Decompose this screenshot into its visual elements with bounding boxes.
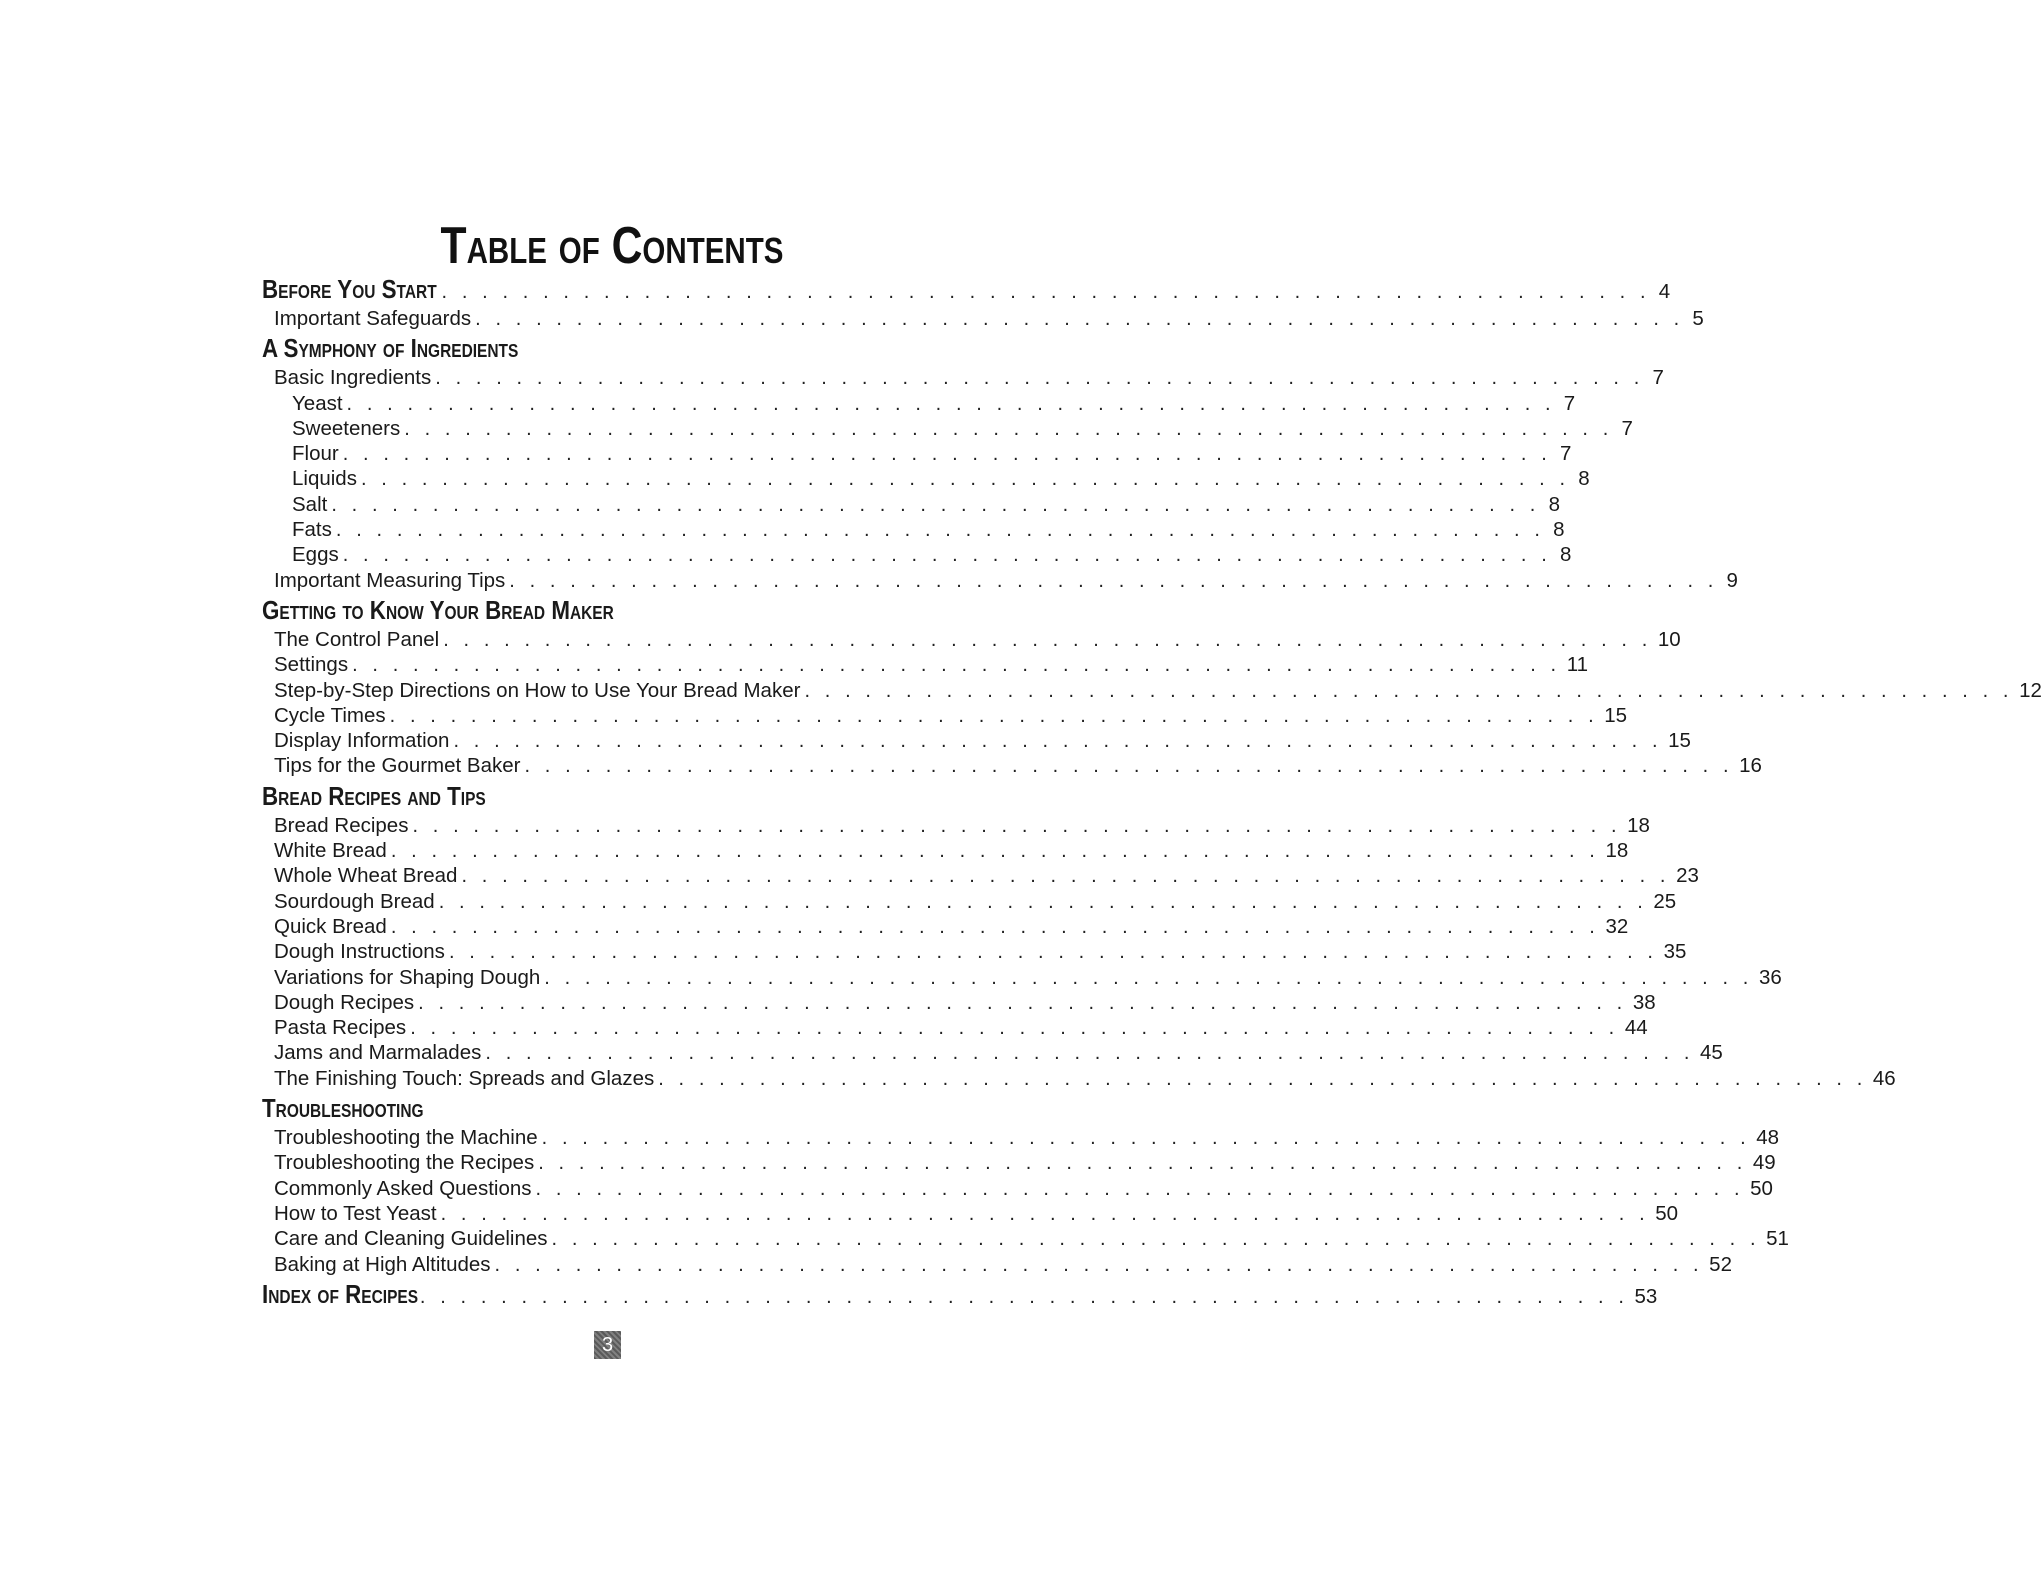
toc-entry[interactable] — [262, 1150, 1776, 1175]
dot-leader: . . . . . . . . . . . . . . . . . . . . . . . . . . . . . . . . . . . . . . . . . . . . . . . . . . . . . . . . . . . . — [435, 367, 1644, 390]
toc-page-number: 4 — [1658, 280, 1671, 303]
dot-leader: . . . . . . . . . . . . . . . . . . . . . . . . . . . . . . . . . . . . . . . . . . . . . . . . . . . . . . . . . . . . — [804, 679, 2014, 702]
dot-leader: . . . . . . . . . . . . . . . . . . . . . . . . . . . . . . . . . . . . . . . . . . . . . . . . . . . . . . . . . . . . — [342, 443, 1552, 466]
dot-leader: . . . . . . . . . . . . . . . . . . . . . . . . . . . . . . . . . . . . . . . . . . . . . . . . . . . . . . . . . . . . — [346, 392, 1556, 415]
toc-entry-label: Bread Recipes and Tips — [262, 780, 486, 811]
dot-leader: . . . . . . . . . . . . . . . . . . . . . . . . . . . . . . . . . . . . . . . . . . . . . . . . . . . . . . . . . . . . — [535, 1177, 1745, 1200]
dot-leader: . . . . . . . . . . . . . . . . . . . . . . . . . . . . . . . . . . . . . . . . . . . . . . . . . . . . . . . . . . . . — [390, 915, 1600, 938]
toc-section-heading[interactable] — [262, 1091, 952, 1125]
toc-page-number: 8 — [1559, 543, 1572, 567]
dot-leader: . . . . . . . . . . . . . . . . . . . . . . . . . . . . . . . . . . . . . . . . . . . . . . . . . . . . . . . . . . . . — [342, 544, 1552, 567]
toc-entry[interactable] — [262, 517, 1565, 542]
toc-entry[interactable] — [262, 939, 1687, 964]
toc-section-heading[interactable] — [262, 593, 952, 627]
toc-entry-label: Troubleshooting — [262, 1093, 424, 1124]
toc-entry[interactable] — [262, 1252, 1732, 1277]
dot-leader: . . . . . . . . . . . . . . . . . . . . . . . . . . . . . . . . . . . . . . . . . . . . . . . . . . . . . . . . . . . . — [389, 704, 1599, 727]
toc-page-number: 18 — [1627, 813, 1650, 837]
toc-entry[interactable] — [262, 568, 1738, 593]
toc-page-number: 38 — [1632, 990, 1656, 1014]
toc-page-number: 25 — [1653, 889, 1677, 913]
dot-leader: . . . . . . . . . . . . . . . . . . . . . . . . . . . . . . . . . . . . . . . . . . . . . . . . . . . . . . . . . . . . — [443, 628, 1652, 651]
dot-leader: . . . . . . . . . . . . . . . . . . . . . . . . . . . . . . . . . . . . . . . . . . . . . . . . . . . . . . . . . . . . — [412, 814, 1622, 837]
toc-entry-label: The Control Panel — [274, 627, 440, 651]
toc-page-number: 12 — [2019, 678, 2042, 702]
toc-page-number: 44 — [1624, 1016, 1648, 1040]
toc-entry-label: How to Test Yeast — [274, 1201, 437, 1225]
page-title: Table of Contents — [440, 217, 784, 275]
toc-page-number: 7 — [1652, 366, 1664, 390]
toc-entry-label: Sourdough Bread — [274, 889, 435, 913]
toc-entry[interactable] — [262, 914, 1629, 939]
dot-leader: . . . . . . . . . . . . . . . . . . . . . . . . . . . . . . . . . . . . . . . . . . . . . . . . . . . . . . . . . . . . — [494, 1253, 1704, 1276]
toc-entry-label: Jams and Marmalades — [274, 1041, 482, 1065]
toc-page-number: 51 — [1766, 1227, 1789, 1251]
toc-entry-label: A Symphony of Ingredients — [262, 333, 519, 364]
toc-section-heading[interactable] — [262, 779, 952, 813]
toc-entry-label: Whole Wheat Bread — [274, 864, 458, 888]
toc-entry[interactable] — [262, 1201, 1679, 1226]
dot-leader: . . . . . . . . . . . . . . . . . . . . . . . . . . . . . . . . . . . . . . . . . . . . . . . . . . . . . . . . . . . . — [551, 1228, 1761, 1251]
toc-page-number: 23 — [1676, 864, 1699, 888]
toc-entry[interactable] — [262, 753, 1762, 778]
toc-page-number: 45 — [1700, 1041, 1723, 1065]
dot-leader: . . . . . . . . . . . . . . . . . . . . . . . . . . . . . . . . . . . . . . . . . . . . . . . . . . . . . . . . . . . . — [418, 991, 1627, 1014]
toc-entry-label: Cycle Times — [274, 703, 386, 727]
toc-entry-label: Variations for Shaping Dough — [274, 965, 541, 989]
dot-leader: . . . . . . . . . . . . . . . . . . . . . . . . . . . . . . . . . . . . . . . . . . . . . . . . . . . . . . . . . . . . — [544, 966, 1753, 989]
toc-page-number: 46 — [1872, 1066, 1896, 1090]
dot-leader: . . . . . . . . . . . . . . . . . . . . . . . . . . . . . . . . . . . . . . . . . . . . . . . . . . . . . . . . . . . . — [453, 730, 1663, 753]
toc-page-number: 11 — [1566, 653, 1588, 677]
dot-leader: . . . . . . . . . . . . . . . . . . . . . . . . . . . . . . . . . . . . . . . . . . . . . . . . . . . . . . . . . . . . — [335, 519, 1545, 542]
toc-entry[interactable] — [262, 441, 1572, 466]
toc-entry-label: Baking at High Altitudes — [274, 1252, 491, 1276]
toc-entry-label: Dough Recipes — [274, 990, 415, 1014]
toc-entry[interactable] — [262, 678, 2042, 703]
toc-entry-label: Quick Bread — [274, 914, 387, 938]
toc-entry[interactable] — [262, 542, 1572, 567]
toc-page-number: 49 — [1752, 1151, 1776, 1175]
toc-entry-label: Display Information — [274, 729, 450, 753]
dot-leader: . . . . . . . . . . . . . . . . . . . . . . . . . . . . . . . . . . . . . . . . . . . . . . . . . . . . . . . . . . . . — [509, 569, 1718, 592]
dot-leader: . . . . . . . . . . . . . . . . . . . . . . . . . . . . . . . . . . . . . . . . . . . . . . . . . . . . . . . . . . . . — [438, 890, 1648, 913]
dot-leader: . . . . . . . . . . . . . . . . . . . . . . . . . . . . . . . . . . . . . . . . . . . . . . . . . . . . . . . . . . . . — [410, 1017, 1619, 1040]
toc-entry-label: Index of Recipes — [262, 1278, 419, 1309]
toc-page-number: 8 — [1578, 467, 1590, 491]
toc-page-number: 52 — [1709, 1252, 1732, 1276]
toc-entry-label: Tips for the Gourmet Baker — [274, 754, 521, 778]
toc-entry-label: Troubleshooting the Machine — [274, 1126, 538, 1150]
toc-page-number: 7 — [1621, 416, 1633, 440]
toc-page-number: 5 — [1692, 307, 1704, 330]
toc-page-number: 50 — [1655, 1201, 1679, 1225]
toc-entry[interactable] — [262, 1176, 1773, 1201]
toc-page-number: 7 — [1563, 391, 1576, 415]
toc-page-number: 32 — [1605, 914, 1629, 938]
toc-page-number: 10 — [1657, 627, 1681, 651]
toc-entry[interactable] — [262, 652, 1588, 677]
toc-entry-label: Step-by-Step Directions on How to Use Your Bread Maker — [274, 678, 801, 702]
toc-entry-label: Sweeteners — [292, 416, 401, 440]
toc-entry-label: Getting to Know Your Bread Maker — [262, 594, 614, 625]
toc-page-number: 53 — [1634, 1284, 1658, 1308]
toc-entry-label: Settings — [274, 653, 349, 677]
toc-entry[interactable] — [262, 813, 1650, 838]
toc-entry[interactable] — [262, 1066, 1896, 1091]
toc-section-heading[interactable] — [262, 272, 1671, 306]
toc-section-heading[interactable] — [262, 1277, 1658, 1311]
toc-entry[interactable] — [262, 728, 1691, 753]
dot-leader: . . . . . . . . . . . . . . . . . . . . . . . . . . . . . . . . . . . . . . . . . . . . . . . . . . . . . . . . . . . . — [441, 281, 1651, 303]
toc-page-number: 15 — [1604, 703, 1628, 727]
toc-entry-label: White Bread — [274, 839, 387, 863]
toc-entry-label: Pasta Recipes — [274, 1016, 407, 1040]
toc-entry-label: The Finishing Touch: Spreads and Glazes — [274, 1066, 655, 1090]
toc-page-number: 48 — [1756, 1126, 1780, 1150]
toc-entry-label: Eggs — [292, 543, 339, 567]
toc-entry[interactable] — [262, 838, 1629, 863]
toc-entry-label: Before You Start — [262, 274, 437, 304]
toc-page-number: 7 — [1559, 442, 1572, 466]
toc-entry-label: Troubleshooting the Recipes — [274, 1151, 535, 1175]
dot-leader: . . . . . . . . . . . . . . . . . . . . . . . . . . . . . . . . . . . . . . . . . . . . . . . . . . . . . . . . . . . . — [485, 1042, 1695, 1065]
page-number-badge: 3 — [594, 1331, 621, 1359]
toc-entry[interactable] — [262, 1040, 1723, 1065]
table-of-contents — [262, 272, 2042, 1311]
dot-leader: . . . . . . . . . . . . . . . . . . . . . . . . . . . . . . . . . . . . . . . . . . . . . . . . . . . . . . . . . . . . — [475, 308, 1684, 330]
toc-entry-label: Dough Instructions — [274, 940, 445, 964]
toc-entry-label: Care and Cleaning Guidelines — [274, 1227, 548, 1251]
toc-entry-label: Basic Ingredients — [274, 366, 432, 390]
toc-entry-label: Liquids — [292, 467, 357, 491]
toc-entry[interactable] — [262, 627, 1681, 652]
dot-leader: . . . . . . . . . . . . . . . . . . . . . . . . . . . . . . . . . . . . . . . . . . . . . . . . . . . . . . . . . . . . — [360, 468, 1570, 491]
dot-leader: . . . . . . . . . . . . . . . . . . . . . . . . . . . . . . . . . . . . . . . . . . . . . . . . . . . . . . . . . . . . — [404, 417, 1613, 440]
dot-leader: . . . . . . . . . . . . . . . . . . . . . . . . . . . . . . . . . . . . . . . . . . . . . . . . . . . . . . . . . . . . — [419, 1285, 1629, 1308]
dot-leader: . . . . . . . . . . . . . . . . . . . . . . . . . . . . . . . . . . . . . . . . . . . . . . . . . . . . . . . . . . . . — [448, 941, 1658, 964]
toc-entry-label: Flour — [292, 442, 339, 466]
toc-entry[interactable] — [262, 492, 1560, 517]
toc-entry-label: Fats — [292, 518, 332, 542]
toc-entry[interactable] — [262, 391, 1576, 416]
dot-leader: . . . . . . . . . . . . . . . . . . . . . . . . . . . . . . . . . . . . . . . . . . . . . . . . . . . . . . . . . . . . — [461, 865, 1671, 888]
toc-section-heading[interactable] — [262, 331, 952, 365]
toc-page-number: 18 — [1605, 839, 1629, 863]
dot-leader: . . . . . . . . . . . . . . . . . . . . . . . . . . . . . . . . . . . . . . . . . . . . . . . . . . . . . . . . . . . . — [524, 755, 1734, 778]
toc-page-number: 16 — [1739, 754, 1762, 778]
dot-leader: . . . . . . . . . . . . . . . . . . . . . . . . . . . . . . . . . . . . . . . . . . . . . . . . . . . . . . . . . . . . — [440, 1202, 1650, 1225]
toc-entry[interactable] — [262, 703, 1628, 728]
toc-entry[interactable] — [262, 863, 1699, 888]
dot-leader: . . . . . . . . . . . . . . . . . . . . . . . . . . . . . . . . . . . . . . . . . . . . . . . . . . . . . . . . . . . . — [352, 654, 1561, 677]
toc-entry[interactable] — [262, 965, 1782, 990]
dot-leader: . . . . . . . . . . . . . . . . . . . . . . . . . . . . . . . . . . . . . . . . . . . . . . . . . . . . . . . . . . . . — [541, 1127, 1751, 1150]
toc-entry[interactable] — [262, 990, 1656, 1015]
dot-leader: . . . . . . . . . . . . . . . . . . . . . . . . . . . . . . . . . . . . . . . . . . . . . . . . . . . . . . . . . . . . — [658, 1067, 1867, 1090]
toc-entry-label: Important Safeguards — [274, 307, 472, 330]
toc-entry[interactable] — [262, 1125, 1780, 1150]
toc-entry-label: Commonly Asked Questions — [274, 1176, 532, 1200]
toc-entry[interactable] — [262, 466, 1590, 491]
toc-entry[interactable] — [262, 1015, 1648, 1040]
toc-entry-label: Salt — [292, 492, 328, 516]
toc-entry[interactable] — [262, 1226, 1789, 1251]
toc-page-number: 8 — [1548, 492, 1560, 516]
toc-entry-label: Yeast — [292, 391, 343, 415]
toc-page-number: 50 — [1750, 1176, 1773, 1200]
toc-entry-label: Important Measuring Tips — [274, 568, 506, 592]
toc-entry-label: Bread Recipes — [274, 813, 409, 837]
toc-page-number: 15 — [1668, 729, 1691, 753]
dot-leader: . . . . . . . . . . . . . . . . . . . . . . . . . . . . . . . . . . . . . . . . . . . . . . . . . . . . . . . . . . . . — [331, 493, 1540, 516]
dot-leader: . . . . . . . . . . . . . . . . . . . . . . . . . . . . . . . . . . . . . . . . . . . . . . . . . . . . . . . . . . . . — [390, 840, 1600, 863]
toc-page-number: 9 — [1726, 568, 1738, 592]
dot-leader: . . . . . . . . . . . . . . . . . . . . . . . . . . . . . . . . . . . . . . . . . . . . . . . . . . . . . . . . . . . . — [538, 1152, 1747, 1175]
toc-entry[interactable] — [262, 416, 1633, 441]
toc-entry[interactable] — [262, 306, 1704, 331]
toc-page-number: 36 — [1758, 965, 1782, 989]
toc-entry[interactable] — [262, 365, 1664, 390]
toc-page-number: 8 — [1553, 518, 1565, 542]
toc-entry[interactable] — [262, 889, 1677, 914]
toc-page-number: 35 — [1663, 940, 1687, 964]
